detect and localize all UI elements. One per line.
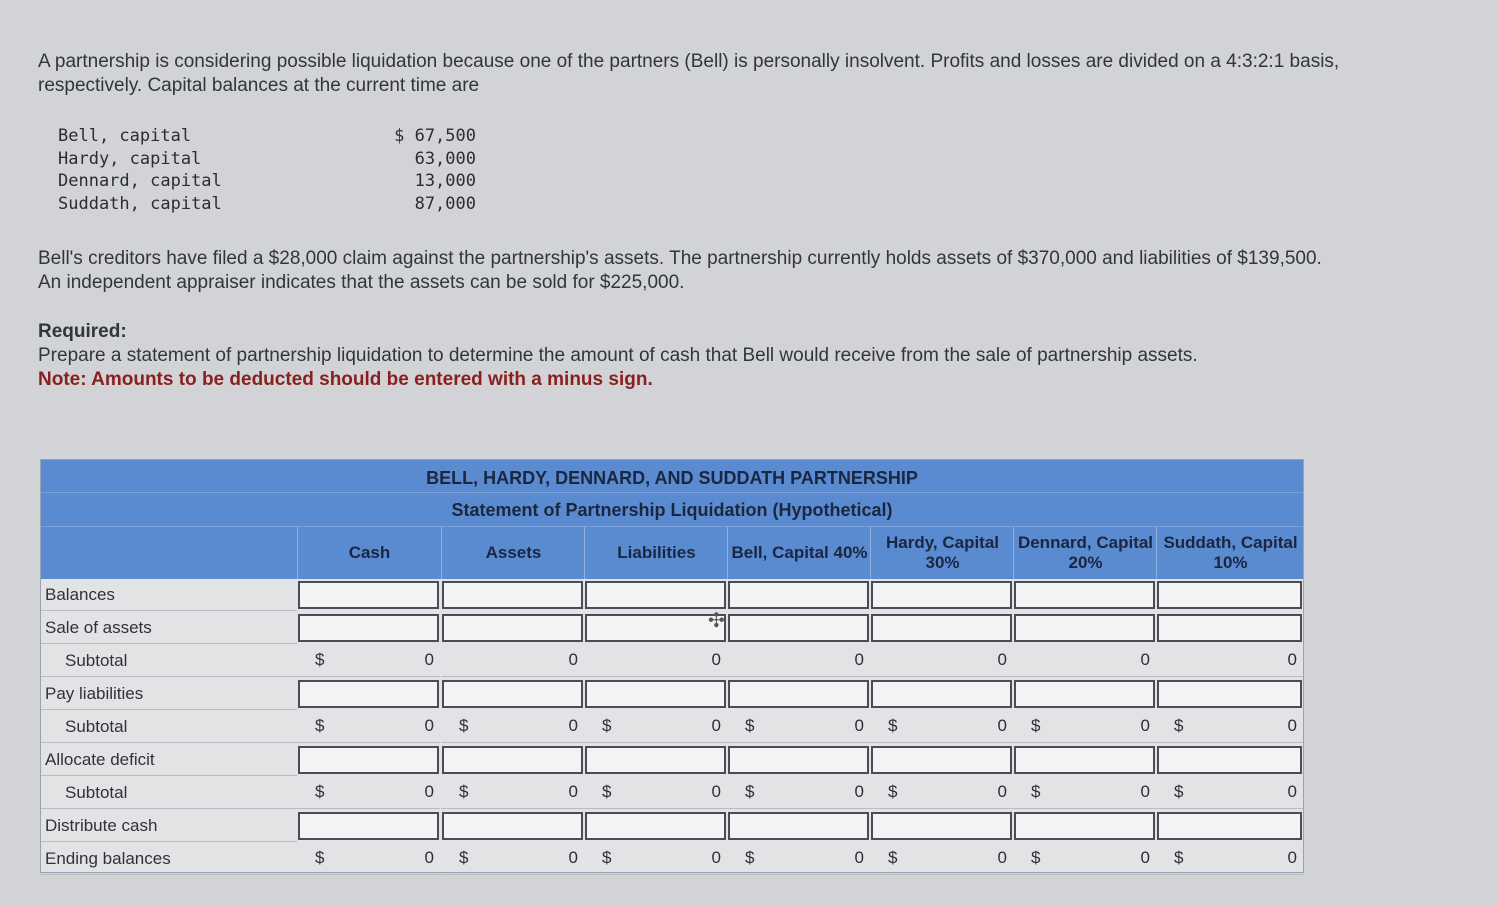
amount-input[interactable]	[728, 614, 869, 642]
computed-cell	[727, 644, 870, 677]
currency-symbol: $	[315, 716, 325, 735]
currency-symbol: $	[602, 848, 612, 867]
computed-value: 0	[424, 716, 434, 735]
amount-input[interactable]	[728, 746, 869, 774]
amount-input[interactable]	[1014, 614, 1155, 642]
row-label: Balances	[41, 578, 297, 611]
amount-input[interactable]	[871, 746, 1012, 774]
computed-value: 0	[1287, 716, 1297, 735]
currency-symbol: $	[1031, 716, 1041, 735]
column-header: Liabilities	[584, 527, 728, 579]
computed-cell	[1013, 842, 1156, 875]
row-label: Subtotal	[41, 710, 297, 743]
column-header: Bell, Capital 40%	[727, 527, 871, 579]
computed-cell	[441, 842, 584, 875]
currency-symbol: $	[1031, 848, 1041, 867]
capital-balances-list	[58, 125, 476, 215]
computed-value: 0	[1140, 848, 1150, 867]
computed-cell	[870, 644, 1013, 677]
required-text: Prepare a statement of partnership liquidation to determine the amount of cash that Bell would receive from the sale of partnership assets.	[38, 345, 1198, 366]
amount-input[interactable]	[442, 581, 583, 609]
row-label: Subtotal	[41, 776, 297, 809]
amount-input[interactable]	[1157, 680, 1302, 708]
currency-symbol: $	[1174, 848, 1184, 867]
computed-cell	[870, 776, 1013, 809]
computed-cell	[1013, 644, 1156, 677]
currency-symbol: $	[315, 782, 325, 801]
amount-input[interactable]	[298, 581, 439, 609]
computed-value: 0	[854, 782, 864, 801]
computed-value: 0	[1287, 782, 1297, 801]
computed-cell	[584, 776, 727, 809]
currency-symbol: $	[1174, 716, 1184, 735]
capital-row: Dennard, capital 13,000	[58, 171, 476, 191]
computed-value: 0	[711, 716, 721, 735]
computed-value: 0	[711, 650, 721, 669]
column-header: Hardy, Capital 30%	[870, 527, 1014, 579]
currency-symbol: $	[745, 848, 755, 867]
amount-input[interactable]	[585, 614, 726, 642]
computed-cell	[441, 644, 584, 677]
currency-symbol: $	[888, 782, 898, 801]
amount-input[interactable]	[1157, 581, 1302, 609]
amount-input[interactable]	[871, 812, 1012, 840]
computed-cell	[297, 842, 440, 875]
statement-subtitle: Statement of Partnership Liquidation (Hypothetical)	[41, 492, 1303, 527]
currency-symbol: $	[602, 782, 612, 801]
currency-symbol: $	[745, 782, 755, 801]
computed-value: 0	[1287, 848, 1297, 867]
amount-input[interactable]	[298, 746, 439, 774]
amount-input[interactable]	[442, 614, 583, 642]
computed-value: 0	[997, 650, 1007, 669]
amount-input[interactable]	[442, 680, 583, 708]
currency-symbol: $	[1174, 782, 1184, 801]
computed-cell	[870, 842, 1013, 875]
computed-cell	[1013, 776, 1156, 809]
computed-value: 0	[997, 848, 1007, 867]
amount-input[interactable]	[298, 812, 439, 840]
row-label: Allocate deficit	[41, 743, 297, 776]
computed-cell	[441, 710, 584, 743]
liquidation-statement-table	[40, 459, 1304, 873]
computed-cell	[727, 842, 870, 875]
computed-cell	[1156, 644, 1303, 677]
amount-input[interactable]	[585, 581, 726, 609]
computed-value: 0	[997, 782, 1007, 801]
computed-cell	[727, 776, 870, 809]
amount-input[interactable]	[1014, 812, 1155, 840]
row-label: Sale of assets	[41, 611, 297, 644]
column-header-row	[41, 526, 1303, 579]
required-section	[38, 320, 1338, 392]
computed-value: 0	[424, 650, 434, 669]
computed-value: 0	[568, 782, 578, 801]
computed-cell	[1013, 710, 1156, 743]
computed-cell	[870, 710, 1013, 743]
amount-input[interactable]	[871, 614, 1012, 642]
computed-value: 0	[1140, 716, 1150, 735]
computed-cell	[297, 710, 440, 743]
column-header: Assets	[441, 527, 585, 579]
computed-value: 0	[1140, 782, 1150, 801]
amount-input[interactable]	[585, 812, 726, 840]
computed-value: 0	[424, 782, 434, 801]
row-label: Ending balances	[41, 842, 297, 875]
amount-input[interactable]	[585, 680, 726, 708]
amount-input[interactable]	[728, 680, 869, 708]
row-label: Subtotal	[41, 644, 297, 677]
computed-cell	[1156, 842, 1303, 875]
capital-row: Bell, capital $ 67,500	[58, 126, 476, 146]
computed-value: 0	[1140, 650, 1150, 669]
currency-symbol: $	[315, 848, 325, 867]
amount-input[interactable]	[1157, 614, 1302, 642]
amount-input[interactable]	[871, 581, 1012, 609]
amount-input[interactable]	[728, 581, 869, 609]
computed-value: 0	[711, 782, 721, 801]
computed-cell	[297, 644, 440, 677]
computed-cell	[584, 644, 727, 677]
currency-symbol: $	[315, 650, 325, 669]
computed-cell	[727, 710, 870, 743]
computed-value: 0	[568, 716, 578, 735]
capital-row: Hardy, capital 63,000	[58, 148, 476, 169]
column-header: Cash	[297, 527, 441, 579]
amount-input[interactable]	[298, 614, 439, 642]
problem-intro: A partnership is considering possible liquidation because one of the partners (Bell) is personally insolvent. Profits and losses are divided on a 4:3:2:1 basis, respectively. Capital balances at the current time are	[38, 51, 1340, 96]
currency-symbol: $	[888, 716, 898, 735]
amount-input[interactable]	[442, 812, 583, 840]
amount-input[interactable]	[585, 746, 726, 774]
amount-input[interactable]	[1157, 746, 1302, 774]
capital-row: Suddath, capital 87,000	[58, 193, 476, 214]
currency-symbol: $	[745, 716, 755, 735]
currency-symbol: $	[459, 716, 469, 735]
row-label: Pay liabilities	[41, 677, 297, 710]
computed-cell	[584, 710, 727, 743]
amount-input[interactable]	[1014, 680, 1155, 708]
computed-value: 0	[854, 848, 864, 867]
computed-value: 0	[854, 650, 864, 669]
computed-value: 0	[711, 848, 721, 867]
computed-value: 0	[568, 848, 578, 867]
computed-value: 0	[997, 716, 1007, 735]
computed-cell	[441, 776, 584, 809]
currency-symbol: $	[1031, 782, 1041, 801]
statement-title: BELL, HARDY, DENNARD, AND SUDDATH PARTNERSHIP	[41, 460, 1303, 492]
amount-input[interactable]	[442, 746, 583, 774]
computed-value: 0	[424, 848, 434, 867]
note-text: Note: Amounts to be deducted should be entered with a minus sign.	[38, 369, 653, 390]
required-heading: Required:	[38, 321, 127, 342]
currency-symbol: $	[602, 716, 612, 735]
amount-input[interactable]	[298, 680, 439, 708]
amount-input[interactable]	[728, 812, 869, 840]
amount-input[interactable]	[1157, 812, 1302, 840]
column-header: Suddath, Capital 10%	[1156, 527, 1304, 579]
amount-input[interactable]	[871, 680, 1012, 708]
computed-value: 0	[1287, 650, 1297, 669]
amount-input[interactable]	[1014, 746, 1155, 774]
currency-symbol: $	[459, 782, 469, 801]
currency-symbol: $	[888, 848, 898, 867]
computed-cell	[1156, 776, 1303, 809]
currency-symbol: $	[459, 848, 469, 867]
computed-value: 0	[854, 716, 864, 735]
amount-input[interactable]	[1014, 581, 1155, 609]
computed-cell	[297, 776, 440, 809]
creditors-paragraph: Bell's creditors have filed a $28,000 claim against the partnership's assets. The partnership currently holds assets of $370,000 and liabilities of $139,500. An independent appraiser indicates that the assets can be sold for $225,000.	[38, 248, 1322, 293]
computed-value: 0	[568, 650, 578, 669]
mouse-cursor-icon: ✣	[708, 610, 725, 632]
computed-cell	[584, 842, 727, 875]
computed-cell	[1156, 710, 1303, 743]
column-header: Dennard, Capital 20%	[1013, 527, 1157, 579]
row-label: Distribute cash	[41, 809, 297, 842]
